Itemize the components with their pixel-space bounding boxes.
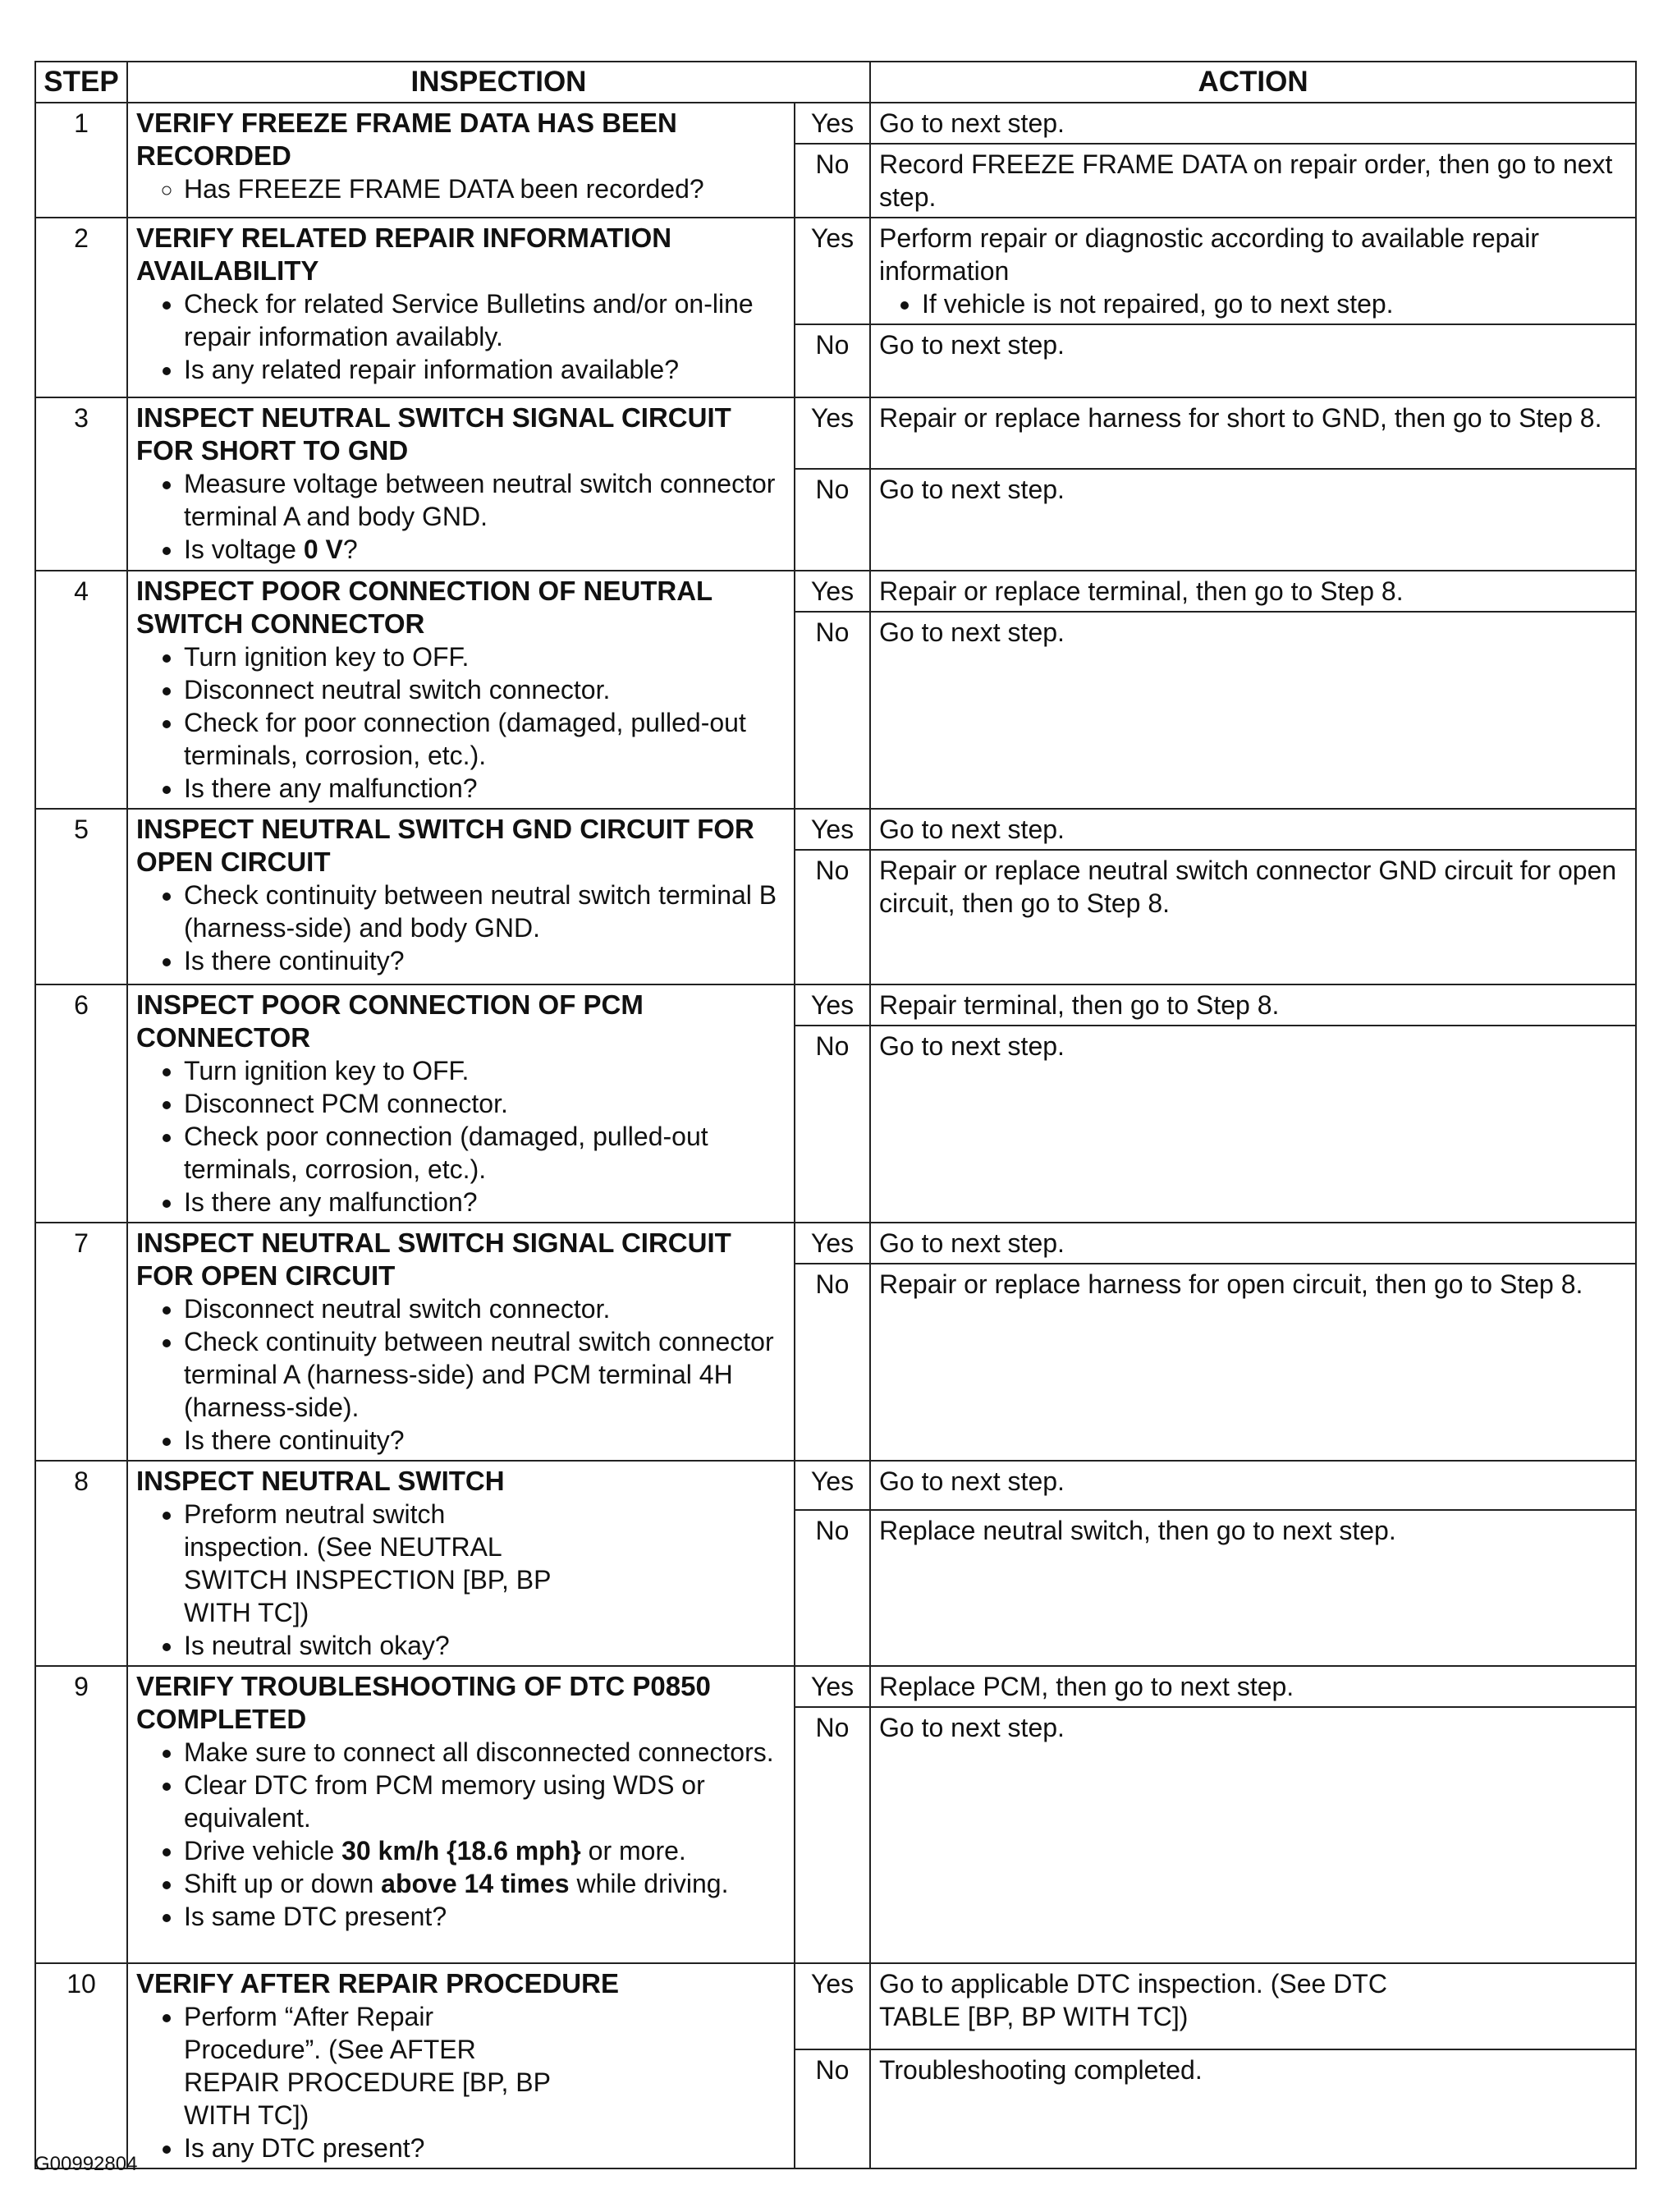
- inspection-item: • Perform “After Repair Procedure”. (See AFTER REPAIR PROCEDURE [BP, BP WITH TC]): [184, 2000, 786, 2132]
- yes-label: Yes: [795, 218, 870, 324]
- inspection-list: [136, 640, 786, 805]
- no-action: Repair or replace neutral switch connector GND circuit for open circuit, then go to Step 8.: [870, 850, 1636, 984]
- no-action: Repair or replace harness for open circuit, then go to Step 8.: [870, 1264, 1636, 1461]
- inspection-list: [136, 172, 786, 205]
- inspection-title: VERIFY FREEZE FRAME DATA HAS BEEN RECORDED: [136, 108, 677, 171]
- inspection-item: • Check for related Service Bulletins and/or on-line repair information availably.: [184, 287, 786, 353]
- yes-action: Replace PCM, then go to next step.: [870, 1666, 1636, 1707]
- yes-label: Yes: [795, 1461, 870, 1510]
- no-action: Go to next step.: [870, 469, 1636, 571]
- inspection-cell: [127, 397, 795, 571]
- yes-label: Yes: [795, 809, 870, 850]
- yes-action: Go to next step.: [870, 1223, 1636, 1264]
- yes-action: Go to applicable DTC inspection. (See DTC TABLE [BP, BP WITH TC]): [870, 1963, 1636, 2049]
- step-number: 1: [35, 103, 127, 218]
- inspection-item: • Turn ignition key to OFF.: [184, 640, 786, 673]
- inspection-cell: [127, 218, 795, 397]
- yes-label: Yes: [795, 984, 870, 1026]
- no-action: Record FREEZE FRAME DATA on repair order, then go to next step.: [870, 144, 1636, 218]
- inspection-cell: [127, 103, 795, 218]
- inspection-item: • Make sure to connect all disconnected connectors.: [184, 1736, 786, 1769]
- step-number: 8: [35, 1461, 127, 1666]
- inspection-item: • Disconnect PCM connector.: [184, 1087, 786, 1120]
- inspection-item: • Is same DTC present?: [184, 1900, 786, 1933]
- yes-action: Repair or replace harness for short to GND, then go to Step 8.: [870, 397, 1636, 469]
- step-row: [35, 1963, 1636, 2049]
- step-row: [35, 571, 1636, 612]
- inspection-text: Is voltage: [184, 535, 304, 564]
- yes-label: Yes: [795, 1666, 870, 1707]
- troubleshooting-table: [34, 61, 1637, 2169]
- inspection-header: INSPECTION: [127, 62, 870, 103]
- yes-action: Perform repair or diagnostic according to available repair information: [879, 223, 1539, 286]
- inspection-item: • Disconnect neutral switch connector.: [184, 673, 786, 706]
- no-action: Go to next step.: [870, 324, 1636, 397]
- step-number: 5: [35, 809, 127, 984]
- inspection-title: VERIFY TROUBLESHOOTING OF DTC P0850 COMPLETED: [136, 1671, 711, 1734]
- procedure-page: [34, 61, 1635, 2169]
- step-number: 3: [35, 397, 127, 571]
- inspection-item: • Is any related repair information available?: [184, 353, 786, 386]
- inspection-item: [184, 533, 786, 566]
- inspection-value: above 14 times: [381, 1869, 570, 1898]
- header-row: [35, 62, 1636, 103]
- inspection-cell: [127, 809, 795, 984]
- inspection-text: while driving.: [569, 1869, 729, 1898]
- inspection-item: ◦ Has FREEZE FRAME DATA been recorded?: [184, 172, 786, 205]
- yes-action: Go to next step.: [870, 1461, 1636, 1510]
- inspection-item: [184, 1867, 786, 1900]
- step-row: [35, 103, 1636, 144]
- figure-id: G00992804: [34, 2153, 138, 2175]
- inspection-list: [136, 2000, 786, 2164]
- inspection-value: 0 V: [303, 535, 343, 564]
- inspection-list: [136, 1292, 786, 1457]
- inspection-item: • Preform neutral switch inspection. (See NEUTRAL SWITCH INSPECTION [BP, BP WITH TC]): [184, 1498, 786, 1629]
- no-label: No: [795, 2049, 870, 2168]
- inspection-title: INSPECT NEUTRAL SWITCH GND CIRCUIT FOR OPEN CIRCUIT: [136, 814, 754, 877]
- step-row: [35, 1223, 1636, 1264]
- inspection-item: • Check for poor connection (damaged, pulled-out terminals, corrosion, etc.).: [184, 706, 786, 772]
- no-action: Go to next step.: [870, 1026, 1636, 1223]
- inspection-item: • Is there any malfunction?: [184, 1186, 786, 1218]
- no-label: No: [795, 1707, 870, 1963]
- inspection-list: [136, 287, 786, 386]
- yes-label: Yes: [795, 1223, 870, 1264]
- step-number: 9: [35, 1666, 127, 1963]
- inspection-list: [136, 1498, 786, 1662]
- inspection-title: VERIFY AFTER REPAIR PROCEDURE: [136, 1968, 619, 1999]
- inspection-item: • Measure voltage between neutral switch connector terminal A and body GND.: [184, 467, 786, 533]
- inspection-text: Shift up or down: [184, 1869, 382, 1898]
- inspection-cell: [127, 1963, 795, 2168]
- inspection-title: INSPECT NEUTRAL SWITCH SIGNAL CIRCUIT FOR SHORT TO GND: [136, 402, 731, 466]
- inspection-item: • Is there continuity?: [184, 1424, 786, 1457]
- no-label: No: [795, 324, 870, 397]
- inspection-list: [136, 879, 786, 977]
- step-number: 2: [35, 218, 127, 397]
- inspection-item: • Is neutral switch okay?: [184, 1629, 786, 1662]
- yes-action: Go to next step.: [870, 809, 1636, 850]
- inspection-item: • Is any DTC present?: [184, 2132, 786, 2164]
- no-action: Go to next step.: [870, 1707, 1636, 1963]
- step-number: 10: [35, 1963, 127, 2168]
- inspection-title: INSPECT NEUTRAL SWITCH: [136, 1466, 505, 1496]
- no-label: No: [795, 1510, 870, 1666]
- action-subitem: • If vehicle is not repaired, go to next step.: [922, 287, 1627, 320]
- action-sublist: [879, 287, 1627, 320]
- inspection-cell: [127, 1461, 795, 1666]
- step-row: [35, 397, 1636, 469]
- yes-label: Yes: [795, 397, 870, 469]
- yes-action: Go to next step.: [870, 103, 1636, 144]
- inspection-item: • Is there continuity?: [184, 944, 786, 977]
- inspection-text: or more.: [580, 1836, 686, 1866]
- yes-action: Repair terminal, then go to Step 8.: [870, 984, 1636, 1026]
- inspection-title: INSPECT NEUTRAL SWITCH SIGNAL CIRCUIT FOR OPEN CIRCUIT: [136, 1228, 731, 1291]
- yes-action: Repair or replace terminal, then go to Step 8.: [870, 571, 1636, 612]
- inspection-item: [184, 1834, 786, 1867]
- inspection-item: • Turn ignition key to OFF.: [184, 1054, 786, 1087]
- inspection-item: • Check poor connection (damaged, pulled-out terminals, corrosion, etc.).: [184, 1120, 786, 1186]
- step-row: [35, 984, 1636, 1026]
- no-action: Replace neutral switch, then go to next step.: [870, 1510, 1636, 1666]
- step-row: [35, 218, 1636, 324]
- inspection-title: VERIFY RELATED REPAIR INFORMATION AVAILABILITY: [136, 223, 672, 286]
- no-label: No: [795, 1026, 870, 1223]
- step-number: 6: [35, 984, 127, 1223]
- inspection-item: • Check continuity between neutral switch terminal B (harness-side) and body GND.: [184, 879, 786, 944]
- action-header: ACTION: [870, 62, 1636, 103]
- inspection-list: [136, 1736, 786, 1933]
- no-label: No: [795, 612, 870, 809]
- no-label: No: [795, 144, 870, 218]
- no-label: No: [795, 1264, 870, 1461]
- step-number: 7: [35, 1223, 127, 1461]
- inspection-cell: [127, 571, 795, 809]
- yes-label: Yes: [795, 1963, 870, 2049]
- inspection-item: • Clear DTC from PCM memory using WDS or equivalent.: [184, 1769, 786, 1834]
- step-row: [35, 1666, 1636, 1707]
- step-header: STEP: [35, 62, 127, 103]
- inspection-cell: [127, 984, 795, 1223]
- no-action: Go to next step.: [870, 612, 1636, 809]
- no-action: Troubleshooting completed.: [870, 2049, 1636, 2168]
- inspection-title: INSPECT POOR CONNECTION OF NEUTRAL SWITCH CONNECTOR: [136, 576, 712, 639]
- yes-action-cell: [870, 218, 1636, 324]
- no-label: No: [795, 469, 870, 571]
- inspection-title: INSPECT POOR CONNECTION OF PCM CONNECTOR: [136, 989, 644, 1053]
- yes-label: Yes: [795, 103, 870, 144]
- inspection-list: [136, 467, 786, 566]
- step-number: 4: [35, 571, 127, 809]
- inspection-cell: [127, 1223, 795, 1461]
- yes-label: Yes: [795, 571, 870, 612]
- inspection-text: Drive vehicle: [184, 1836, 342, 1866]
- inspection-item: • Is there any malfunction?: [184, 772, 786, 805]
- step-row: [35, 809, 1636, 850]
- inspection-cell: [127, 1666, 795, 1963]
- inspection-item: • Check continuity between neutral switch connector terminal A (harness-side) and PCM terminal 4H (harness-side).: [184, 1325, 786, 1424]
- inspection-text: ?: [342, 535, 358, 564]
- inspection-item: • Disconnect neutral switch connector.: [184, 1292, 786, 1325]
- no-label: No: [795, 850, 870, 984]
- step-row: [35, 1461, 1636, 1510]
- inspection-value: 30 km/h {18.6 mph}: [341, 1836, 581, 1866]
- inspection-list: [136, 1054, 786, 1218]
